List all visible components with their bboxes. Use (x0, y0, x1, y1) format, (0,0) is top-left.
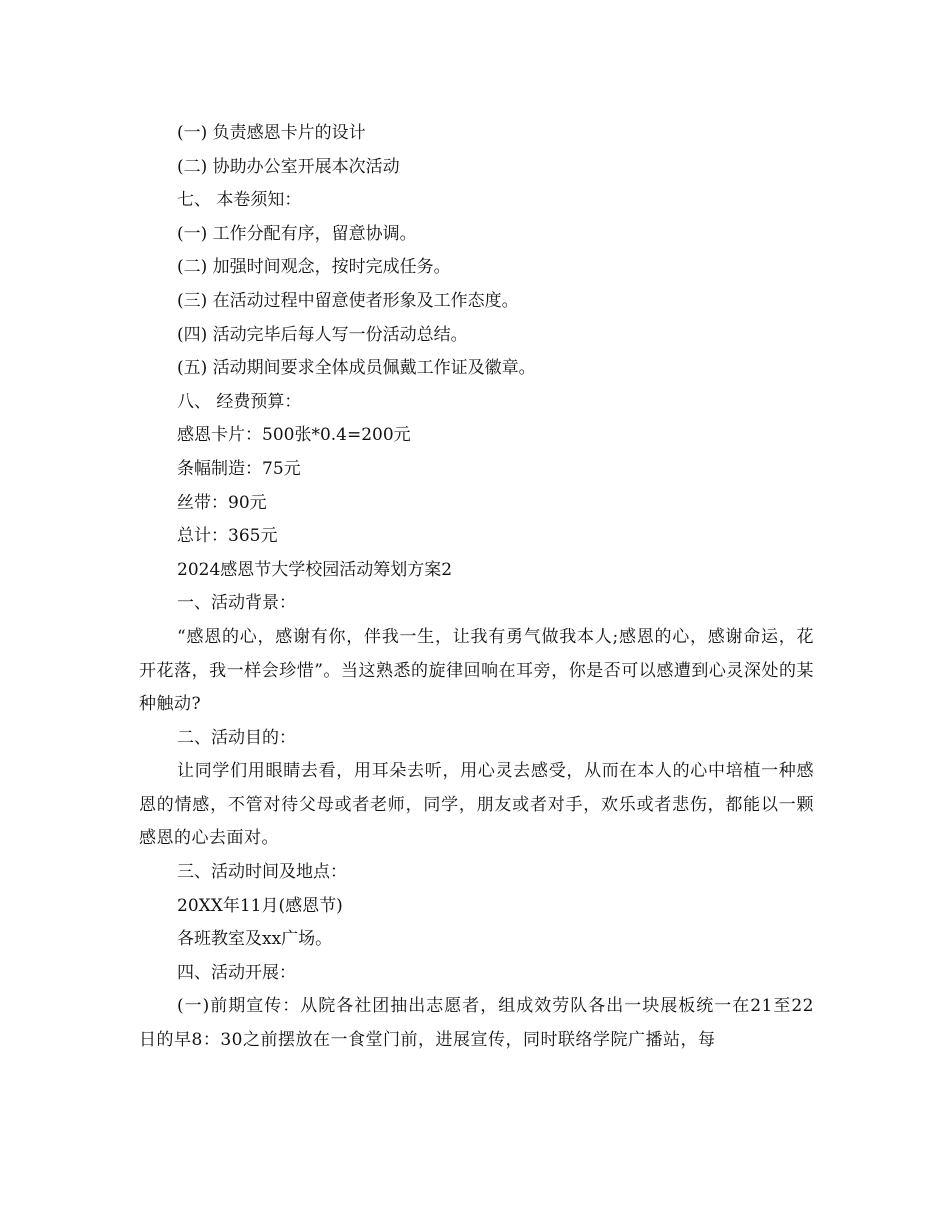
note-item-3: (三) 在活动过程中留意使者形象及工作态度。 (177, 290, 519, 311)
note-item-1: (一) 工作分配有序，留意协调。 (177, 223, 417, 244)
document-body (139, 117, 814, 1058)
background-paragraph: “感恩的心，感谢有你，伴我一生，让我有勇气做我本人;感恩的心，感谢命运，花开花落，我一样会珍惜”。当这熟悉的旋律回响在耳旁，你是否可以感遭到心灵深处的某种触动? (139, 626, 814, 715)
section-time-heading: 三、活动时间及地点： (177, 862, 347, 883)
budget-total: 总计：365元 (177, 526, 278, 547)
note-item-4: (四) 活动完毕后每人写一份活动总结。 (177, 324, 468, 345)
note-item-2: (二) 加强时间观念，按时完成任务。 (177, 257, 451, 278)
item-card-design: (一) 负责感恩卡片的设计 (177, 123, 366, 143)
section-budget-heading: 八、 经费预算： (177, 391, 302, 412)
section-background-heading: 一、活动背景： (177, 593, 296, 614)
budget-ribbon: 丝带：90元 (177, 492, 267, 513)
purpose-paragraph: 让同学们用眼睛去看，用耳朵去听，用心灵去感受，从而在本人的心中培植一种感恩的情感，不管对待父母或者老师，同学，朋友或者对手，欢乐或者悲伤，都能以一颗感恩的心去面对。 (139, 761, 814, 849)
budget-banner: 条幅制造：75元 (177, 458, 301, 479)
note-item-5: (五) 活动期间要求全体成员佩戴工作证及徽章。 (177, 358, 536, 379)
item-assist-office: (二) 协助办公室开展本次活动 (177, 156, 400, 177)
place-line: 各班教室及xx广场。 (177, 929, 333, 950)
plan-title: 2024感恩节大学校园活动筹划方案2 (177, 559, 453, 580)
time-line: 20XX年11月(感恩节) (177, 895, 343, 916)
section-purpose-heading: 二、活动目的： (177, 727, 296, 748)
budget-cards: 感恩卡片：500张*0.4=200元 (177, 425, 411, 446)
develop-paragraph: (一)前期宣传：从院各社团抽出志愿者，组成效劳队各出一块展板统一在21至22日的早8：30之前摆放在一食堂门前，进展宣传，同时联络学院广播站，每 (139, 996, 814, 1051)
section-develop-heading: 四、活动开展： (177, 962, 296, 983)
section-notes-heading: 七、 本卷须知： (177, 190, 302, 211)
